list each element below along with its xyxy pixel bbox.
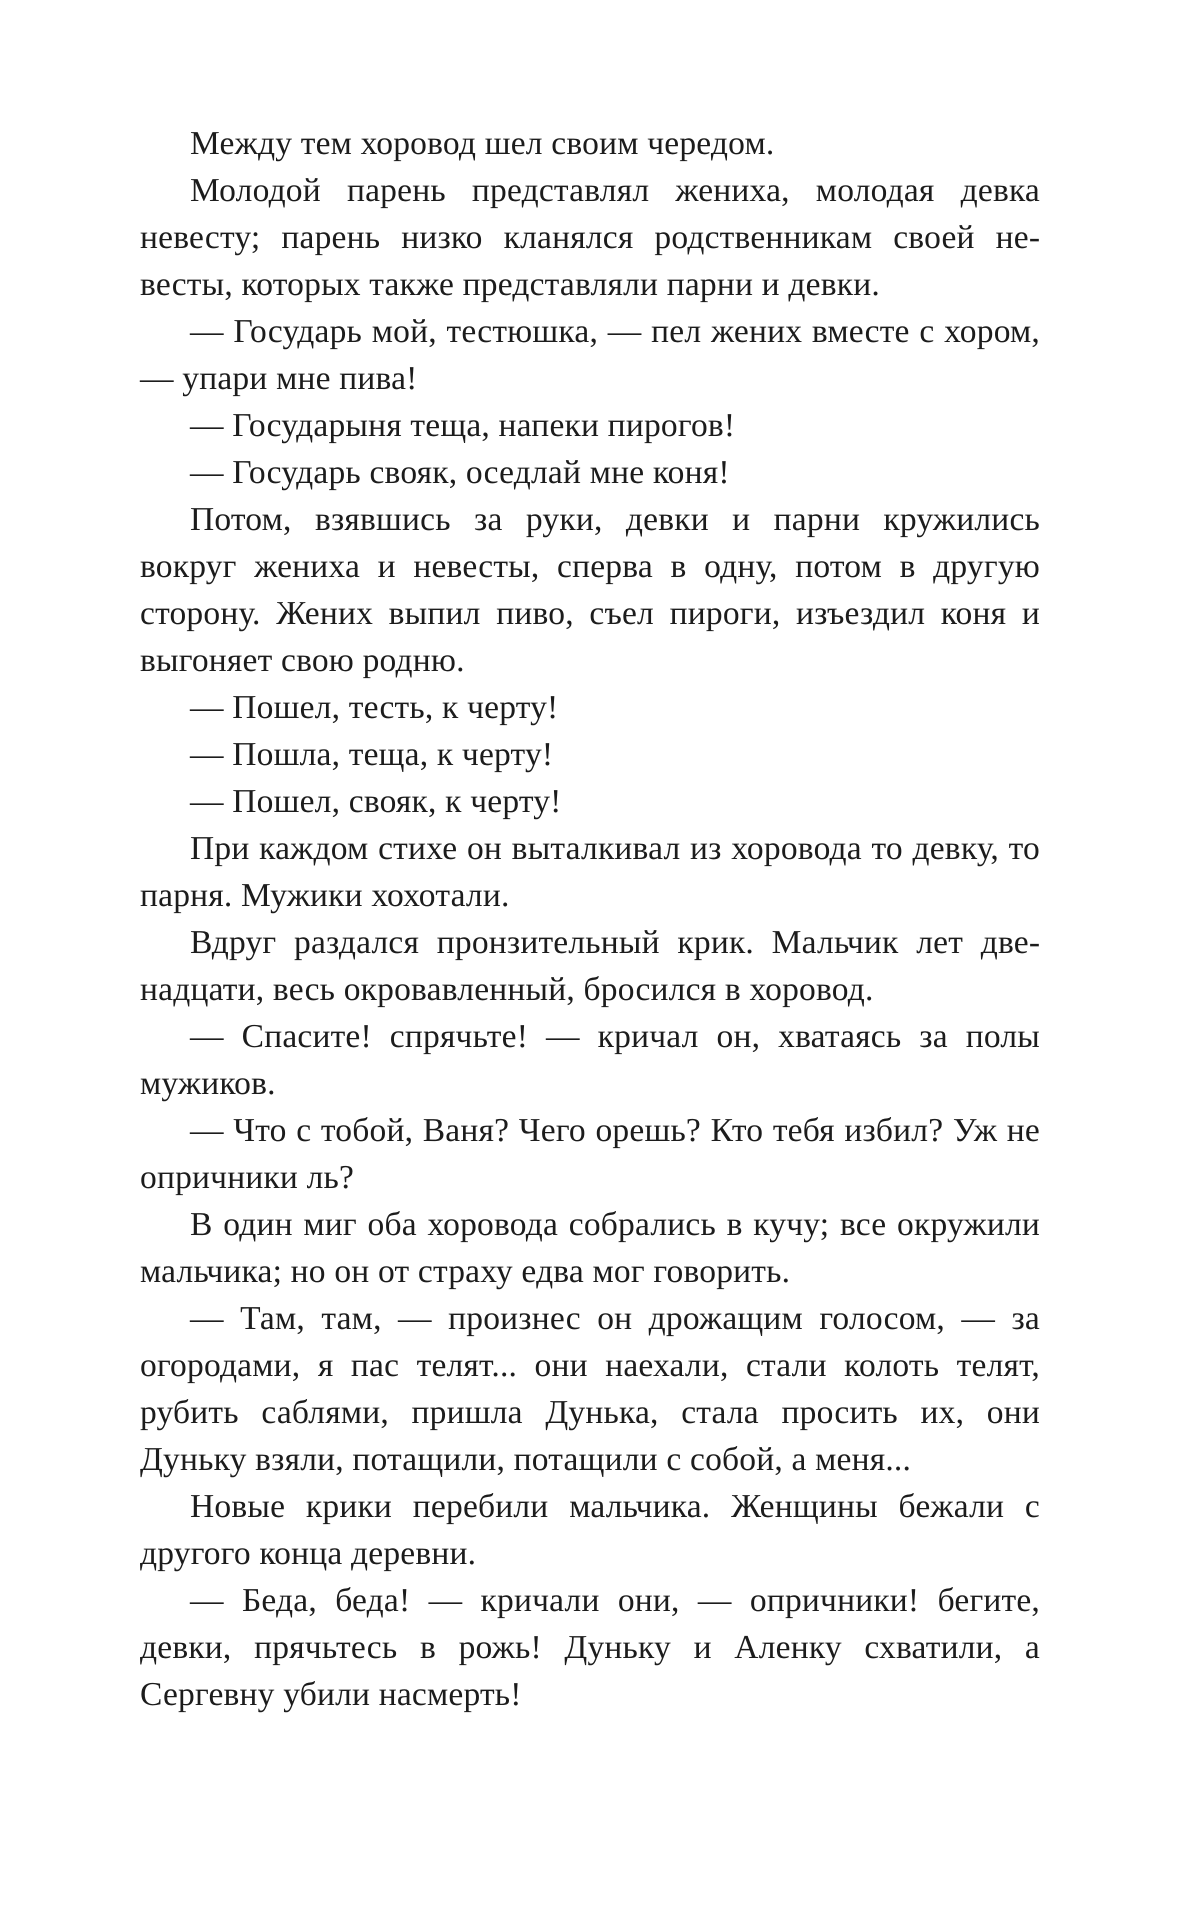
paragraph: — Государь мой, тестюшка, — пел жених вместе с хором, — упари мне пива! bbox=[140, 313, 1040, 397]
paragraph: Новые крики перебили мальчика. Женщины бежали с другого конца деревни. bbox=[140, 1488, 1040, 1572]
paragraph: — Спасите! спрячьте! — кричал он, хватаясь за полы мужиков. bbox=[140, 1018, 1040, 1102]
paragraph: — Пошла, теща, к черту! bbox=[190, 736, 554, 773]
paragraph: Вдруг раздался пронзительный крик. Мальчик лет двенадцати, весь окровавленный, бросился в хоровод. bbox=[140, 924, 1040, 1008]
paragraph: — Государь свояк, оседлай мне коня! bbox=[190, 454, 730, 491]
paragraph: Молодой парень представлял жениха, молодая девка невесту; парень низко кланялся родственникам своей невесты, которых также представляли парни и девки. bbox=[140, 172, 1040, 303]
paragraph: — Пошел, тесть, к черту! bbox=[190, 689, 559, 726]
paragraph: Потом, взявшись за руки, девки и парни кружились вокруг жениха и невесты, сперва в одну, потом в другую сторону. Жених выпил пиво, съел пироги, изъездил коня и выгоняет свою родню. bbox=[140, 501, 1040, 679]
paragraph: — Пошел, свояк, к черту! bbox=[190, 783, 562, 820]
paragraph: В один миг оба хоровода собрались в кучу; все окружили мальчика; но он от страху едва мог говорить. bbox=[140, 1206, 1040, 1290]
book-page bbox=[140, 120, 1040, 1718]
paragraph: — Там, там, — произнес он дрожащим голосом, — за огородами, я пас телят... они наехали, стали колоть телят, рубить саблями, пришла Дунька, стала просить их, они Дуньку взяли, потащили, потащили с собой, а меня... bbox=[140, 1300, 1040, 1478]
paragraph: — Беда, беда! — кричали они, — опричники! бегите, девки, прячьтесь в рожь! Дуньку и Аленку схватили, а Сергевну убили насмерть! bbox=[140, 1582, 1040, 1713]
paragraph: Между тем хоровод шел своим чередом. bbox=[190, 125, 775, 162]
paragraph: — Что с тобой, Ваня? Чего орешь? Кто тебя избил? Уж не опричники ль? bbox=[140, 1112, 1040, 1196]
paragraph: — Государыня теща, напеки пирогов! bbox=[190, 407, 736, 444]
paragraph: При каждом стихе он выталкивал из хоровода то девку, то парня. Мужики хохотали. bbox=[140, 830, 1040, 914]
